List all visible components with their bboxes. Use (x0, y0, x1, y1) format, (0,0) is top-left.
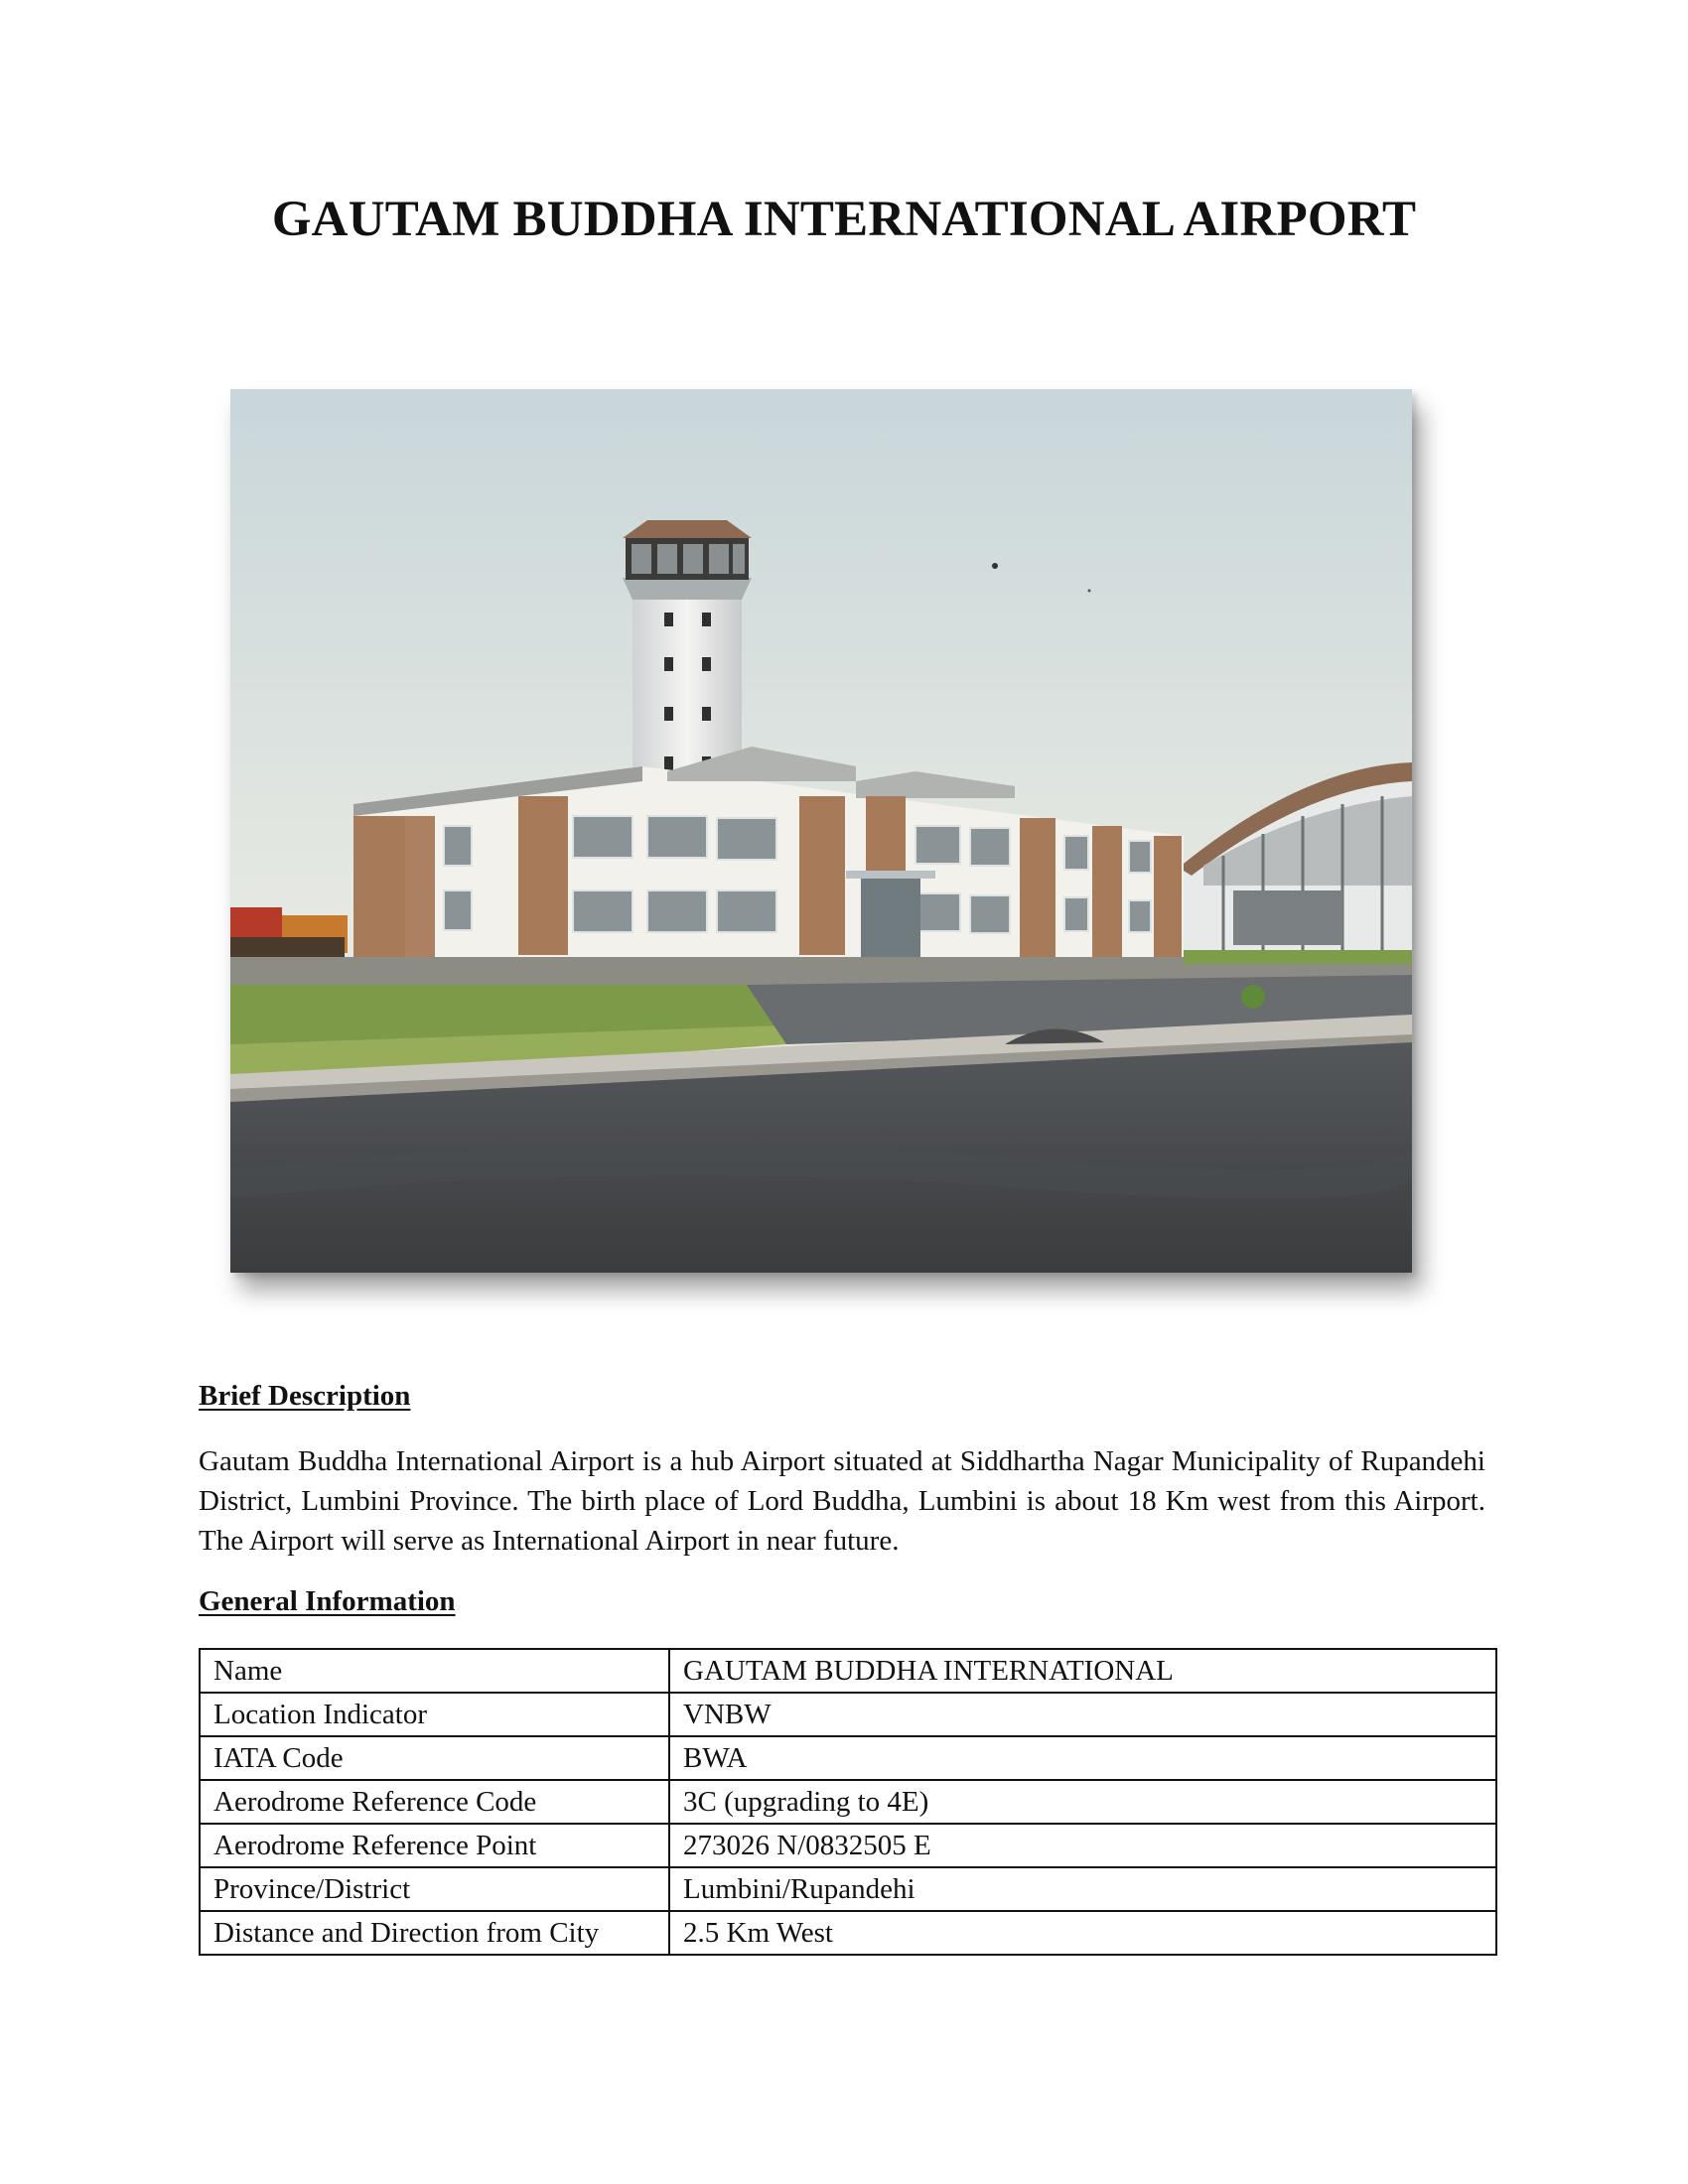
table-row (200, 1867, 1496, 1911)
table-cell-value: Lumbini/Rupandehi (669, 1867, 1496, 1911)
table-cell-value: BWA (669, 1736, 1496, 1780)
table-cell-label: Aerodrome Reference Point (200, 1824, 669, 1867)
airport-photo (230, 389, 1412, 1273)
table-cell-value: 273026 N/0832505 E (669, 1824, 1496, 1867)
table-row (200, 1693, 1496, 1736)
general-information-heading: General Information (199, 1585, 456, 1617)
table-cell-label: Aerodrome Reference Code (200, 1780, 669, 1824)
general-information-table (199, 1648, 1497, 1956)
table-cell-label: Distance and Direction from City (200, 1911, 669, 1955)
table-cell-value: 2.5 Km West (669, 1911, 1496, 1955)
page-title: GAUTAM BUDDHA INTERNATIONAL AIRPORT (271, 192, 1417, 247)
brief-description-text: Gautam Buddha International Airport is a hub Airport situated at Siddhartha Nagar Municipality of Rupandehi District, Lumbini Province. The birth place of Lord Buddha, Lumbini is about 18 Km west from this Airport. The Airport will serve as International Airport in near future. (199, 1445, 1485, 1557)
table-cell-label: Name (200, 1649, 669, 1693)
table-cell-value: VNBW (669, 1693, 1496, 1736)
table-row (200, 1736, 1496, 1780)
table-row (200, 1824, 1496, 1867)
table-cell-label: Location Indicator (200, 1693, 669, 1736)
airport-photo-illustration (230, 389, 1412, 1273)
table-cell-value: 3C (upgrading to 4E) (669, 1780, 1496, 1824)
table-row (200, 1649, 1496, 1693)
table-row (200, 1780, 1496, 1824)
brief-description-heading: Brief Description (199, 1380, 411, 1412)
table-cell-label: IATA Code (200, 1736, 669, 1780)
table-cell-value: GAUTAM BUDDHA INTERNATIONAL (669, 1649, 1496, 1693)
table-cell-label: Province/District (200, 1867, 669, 1911)
table-row (200, 1911, 1496, 1955)
